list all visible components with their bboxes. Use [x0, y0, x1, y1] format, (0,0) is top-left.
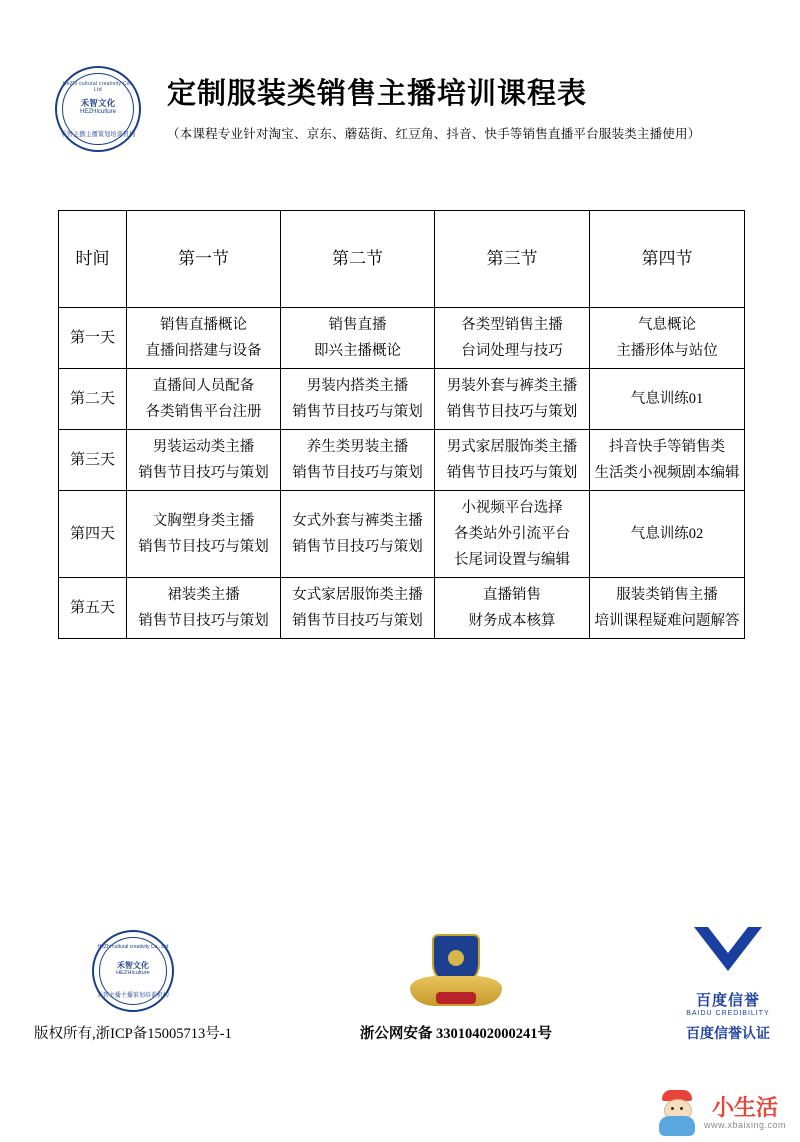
- company-logo-icon: [55, 66, 141, 152]
- logo-center-text: 禾智文化: [80, 98, 116, 108]
- table-row: [59, 491, 745, 578]
- icp-license-text: 版权所有,浙ICP备15005713号-1: [34, 1026, 232, 1042]
- table-cell: 男装运动类主播 销售节目技巧与策划: [127, 430, 281, 491]
- baidu-v-inner: [708, 927, 748, 953]
- seal-arc-top-text: HeZhi cultural creativity Co., Ltd: [97, 944, 169, 950]
- table-cell: 服装类销售主播 培训课程疑难问题解答: [590, 578, 745, 639]
- table-cell: 裙装类主播 销售节目技巧与策划: [127, 578, 281, 639]
- mascot-eye-left: [671, 1107, 674, 1110]
- table-cell: 气息概论 主播形体与站位: [590, 308, 745, 369]
- title-block: [167, 62, 700, 144]
- table-cell: 销售直播 即兴主播概论: [281, 308, 435, 369]
- logo-arc-top-text: HeZhi cultural creativity Co., Ltd: [62, 81, 134, 93]
- seal-center-subtext: HEZHIculture: [116, 970, 150, 976]
- table-cell: 养生类男装主播 销售节目技巧与策划: [281, 430, 435, 491]
- watermark-title: 小生活: [711, 1095, 778, 1120]
- table-cell: 销售直播概论 直播间搭建与设备: [127, 308, 281, 369]
- page-title: 定制服装类销售主播培训课程表: [167, 78, 588, 110]
- document-header: [0, 0, 800, 152]
- badge-baidu-credibility[interactable]: [680, 925, 776, 1043]
- emblem-wings: [410, 976, 502, 1006]
- table-cell: 气息训练02: [590, 491, 745, 578]
- schedule-table: [58, 210, 745, 639]
- row-label-day: 第五天: [59, 578, 127, 639]
- seal-center-text: 禾智文化: [116, 961, 149, 970]
- site-watermark: [656, 1090, 786, 1136]
- table-cell: 抖音快手等销售类 生活类小视频剧本编辑: [590, 430, 745, 491]
- mascot-body: [659, 1116, 695, 1136]
- table-row: [59, 430, 745, 491]
- table-row: [59, 308, 745, 369]
- col-header-time: 时间: [59, 211, 127, 308]
- page-subtitle: （本课程专业针对淘宝、京东、蘑菇街、红豆角、抖音、快手等销售直播平台服装类主播使用）: [167, 127, 701, 142]
- document-footer: [0, 925, 800, 1085]
- table-row: [59, 369, 745, 430]
- badge-police-record: [360, 934, 552, 1043]
- watermark-text: [704, 1096, 786, 1130]
- company-seal-icon: [92, 930, 174, 1012]
- mascot-eye-right: [680, 1107, 683, 1110]
- row-label-day: 第一天: [59, 308, 127, 369]
- table-cell: 男式家居服饰类主播 销售节目技巧与策划: [435, 430, 590, 491]
- table-cell: 男装外套与裤类主播 销售节目技巧与策划: [435, 369, 590, 430]
- table-cell: 女式外套与裤类主播 销售节目技巧与策划: [281, 491, 435, 578]
- col-header-session-4: 第四节: [590, 211, 745, 308]
- logo-center-subtext: HEZHIculture: [79, 109, 116, 115]
- baidu-mark-en: BAIDU CREDIBILITY: [686, 1010, 770, 1017]
- table-header-row: [59, 211, 745, 308]
- baidu-caption: 百度信誉认证: [685, 1025, 770, 1041]
- baidu-credibility-icon: [680, 925, 776, 991]
- table-row: [59, 578, 745, 639]
- seal-arc-bottom-text: 禾智主播主播策划培训机构: [96, 993, 169, 999]
- row-label-day: 第四天: [59, 491, 127, 578]
- table-cell: 男装内搭类主播 销售节目技巧与策划: [281, 369, 435, 430]
- col-header-session-1: 第一节: [127, 211, 281, 308]
- police-emblem-icon: [410, 934, 502, 1012]
- baidu-mark-cn: 百度信誉: [695, 992, 760, 1009]
- table-cell: 气息训练01: [590, 369, 745, 430]
- logo-arc-bottom-text: 禾智主播主播策划培训机构: [60, 131, 136, 138]
- table-cell: 小视频平台选择 各类站外引流平台 长尾词设置与编辑: [435, 491, 590, 578]
- badge-company-seal: [34, 930, 232, 1043]
- row-label-day: 第二天: [59, 369, 127, 430]
- table-cell: 文胸塑身类主播 销售节目技巧与策划: [127, 491, 281, 578]
- col-header-session-2: 第二节: [281, 211, 435, 308]
- mascot-icon: [656, 1090, 698, 1136]
- table-cell: 女式家居服饰类主播 销售节目技巧与策划: [281, 578, 435, 639]
- table-cell: 直播销售 财务成本核算: [435, 578, 590, 639]
- row-label-day: 第三天: [59, 430, 127, 491]
- watermark-url: www.xbaixing.com: [703, 1120, 786, 1130]
- table-cell: 直播间人员配备 各类销售平台注册: [127, 369, 281, 430]
- table-cell: 各类型销售主播 台词处理与技巧: [435, 308, 590, 369]
- schedule-table-wrapper: [58, 210, 745, 639]
- police-record-text[interactable]: 浙公网安备 33010402000241号: [359, 1026, 552, 1042]
- footer-badges: [0, 925, 800, 1043]
- col-header-session-3: 第三节: [435, 211, 590, 308]
